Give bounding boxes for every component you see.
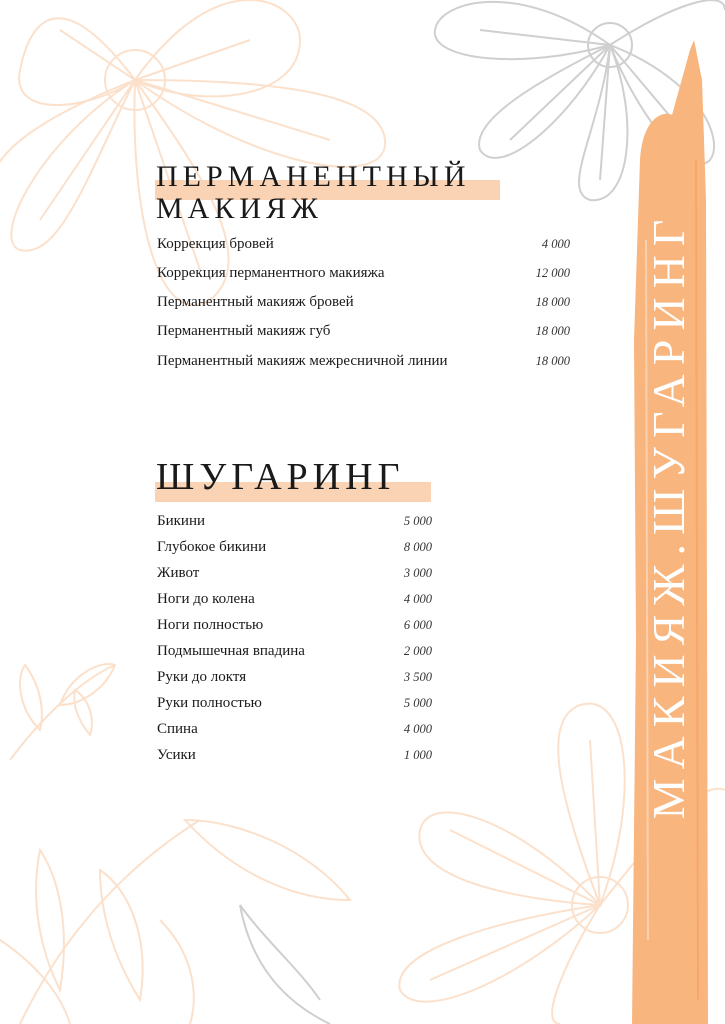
list-item bbox=[157, 291, 570, 313]
item-name: Руки до локтя bbox=[157, 669, 247, 685]
item-price: 5 000 bbox=[403, 696, 432, 710]
item-price: 12 000 bbox=[535, 266, 570, 280]
item-price: 2 000 bbox=[403, 644, 432, 658]
item-price: 8 000 bbox=[403, 540, 432, 554]
list-item bbox=[157, 350, 570, 372]
item-name: Коррекция перманентного макияжа bbox=[157, 265, 385, 281]
peach-leaves-bottom-left-icon bbox=[0, 820, 350, 1024]
list-item bbox=[157, 262, 570, 284]
item-name: Спина bbox=[157, 721, 198, 737]
list-item bbox=[157, 640, 432, 662]
item-price: 6 000 bbox=[403, 618, 432, 632]
item-price: 3 500 bbox=[403, 670, 432, 684]
item-name: Подмышечная впадина bbox=[157, 643, 305, 659]
list-item bbox=[157, 666, 432, 688]
list-item bbox=[157, 536, 432, 558]
item-name: Перманентный макияж межресничной линии bbox=[157, 353, 448, 369]
item-name: Глубокое бикини bbox=[157, 539, 267, 555]
item-price: 18 000 bbox=[535, 324, 570, 338]
peach-flower-top-left-icon bbox=[0, 0, 385, 305]
item-name: Ноги до колена bbox=[157, 591, 255, 607]
list-item bbox=[157, 510, 432, 532]
list-item bbox=[157, 588, 432, 610]
item-price: 5 000 bbox=[403, 514, 432, 528]
gray-stem-bottom-icon bbox=[240, 905, 330, 1024]
list-item bbox=[157, 562, 432, 584]
item-name: Коррекция бровей bbox=[157, 236, 274, 252]
peach-leaf-left-icon bbox=[10, 664, 115, 760]
list-item bbox=[157, 692, 432, 714]
item-name: Усики bbox=[157, 747, 196, 763]
item-price: 18 000 bbox=[535, 295, 570, 309]
item-price: 3 000 bbox=[403, 566, 432, 580]
item-name: Бикини bbox=[157, 513, 206, 529]
vertical-title: МАКИЯЖ.ШУГАРИНГ bbox=[643, 210, 694, 820]
list-item bbox=[157, 718, 432, 740]
item-price: 4 000 bbox=[403, 722, 432, 736]
item-price: 4 000 bbox=[403, 592, 432, 606]
permanent-title-line1: ПЕРМАНЕНТНЫЙ bbox=[156, 160, 471, 193]
list-item bbox=[157, 320, 570, 342]
item-price: 1 000 bbox=[403, 748, 432, 762]
item-name: Руки полностью bbox=[157, 695, 262, 711]
item-name: Живот bbox=[157, 565, 200, 581]
list-item bbox=[157, 233, 570, 255]
sugaring-title: ШУГАРИНГ bbox=[156, 456, 405, 498]
item-name: Перманентный макияж губ bbox=[157, 323, 331, 339]
item-price: 4 000 bbox=[541, 237, 570, 251]
item-name: Перманентный макияж бровей bbox=[157, 294, 354, 310]
item-name: Ноги полностью bbox=[157, 617, 264, 633]
list-item bbox=[157, 614, 432, 636]
permanent-title-line2: МАКИЯЖ bbox=[156, 192, 323, 225]
list-item bbox=[157, 744, 432, 766]
item-price: 18 000 bbox=[535, 354, 570, 368]
